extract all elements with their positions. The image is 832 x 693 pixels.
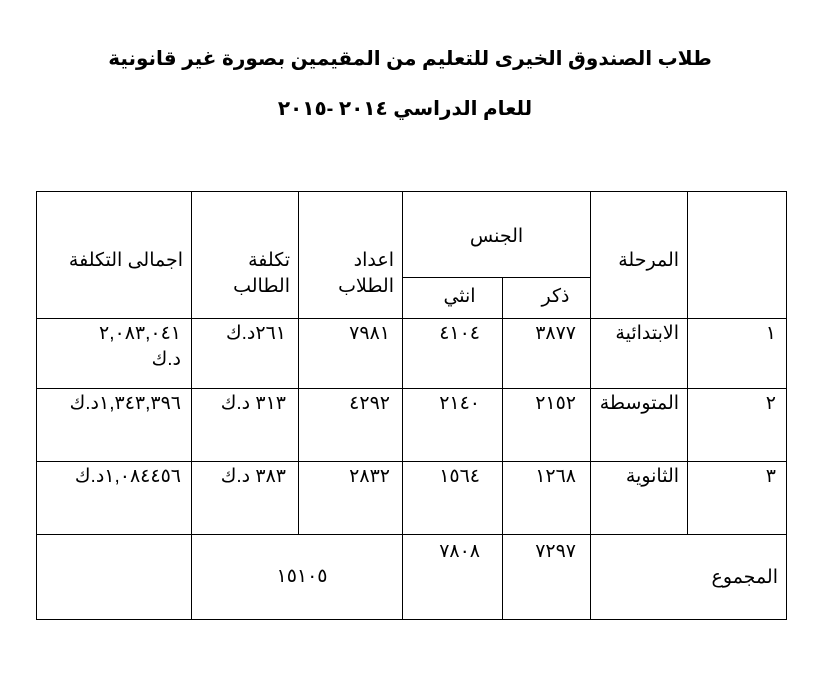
students-cost-table xyxy=(36,191,787,620)
row-students: ٧٩٨١ xyxy=(299,319,403,389)
row-total-cost-line-2: د.ك xyxy=(151,349,181,370)
document-title: طلاب الصندوق الخيرى للتعليم من المقيمين بصورة غير قانونية xyxy=(108,48,712,70)
header-gender-label: الجنس xyxy=(469,226,524,247)
row-cost-per-student: ٣٨٣ د.ك xyxy=(192,462,299,535)
row-total-cost xyxy=(37,319,192,389)
row-total-cost xyxy=(37,462,192,535)
document-subtitle-year: للعام الدراسي ٢٠١٤ -٢٠١٥ xyxy=(277,98,533,120)
row-total-cost-line-1: ١,٠٨٤٤٥٦د.ك xyxy=(74,466,181,487)
row-total-cost-line-1: ١,٣٤٣,٣٩٦د.ك xyxy=(69,393,181,414)
row-total-cost-line-1: ٢,٠٨٣,٠٤١ xyxy=(99,323,181,344)
row-stage: الابتدائية xyxy=(591,319,688,389)
row-index: ٣ xyxy=(688,462,787,535)
row-female: ٤١٠٤ xyxy=(403,319,503,389)
row-female: ٢١٤٠ xyxy=(403,389,503,462)
header-male: ذكر xyxy=(503,278,591,319)
row-cost-per-student: ٢٦١د.ك xyxy=(192,319,299,389)
header-student-cost xyxy=(192,192,299,319)
header-student-cost-line-2: الطالب xyxy=(233,276,290,297)
header-stage: المرحلة xyxy=(591,192,688,319)
total-female: ٧٨٠٨ xyxy=(403,535,503,620)
total-cost-empty-cell xyxy=(37,535,192,620)
table-header-row xyxy=(37,192,787,278)
row-index: ٢ xyxy=(688,389,787,462)
header-index-cell xyxy=(688,192,787,319)
total-male: ٧٢٩٧ xyxy=(503,535,591,620)
row-students: ٢٨٣٢ xyxy=(299,462,403,535)
header-total-cost: اجمالى التكلفة xyxy=(37,192,192,319)
header-gender xyxy=(403,192,591,278)
header-student-count-line-2: الطلاب xyxy=(338,276,394,297)
row-total-cost xyxy=(37,389,192,462)
row-stage: المتوسطة xyxy=(591,389,688,462)
row-female: ١٥٦٤ xyxy=(403,462,503,535)
row-male: ٣٨٧٧ xyxy=(503,319,591,389)
row-cost-per-student: ٣١٣ د.ك xyxy=(192,389,299,462)
total-label: المجموع xyxy=(591,535,787,620)
row-students: ٤٢٩٢ xyxy=(299,389,403,462)
table-row xyxy=(37,319,787,389)
table-row xyxy=(37,462,787,535)
row-male: ٢١٥٢ xyxy=(503,389,591,462)
row-male: ١٢٦٨ xyxy=(503,462,591,535)
table-row xyxy=(37,389,787,462)
table-total-row xyxy=(37,535,787,620)
header-student-count xyxy=(299,192,403,319)
header-student-count-line-1: اعداد xyxy=(353,250,394,271)
header-student-cost-line-1: تكلفة xyxy=(248,250,290,271)
row-stage: الثانوية xyxy=(591,462,688,535)
header-female: انثي xyxy=(403,278,503,319)
row-index: ١ xyxy=(688,319,787,389)
total-students: ١٥١٠٥ xyxy=(192,535,403,620)
